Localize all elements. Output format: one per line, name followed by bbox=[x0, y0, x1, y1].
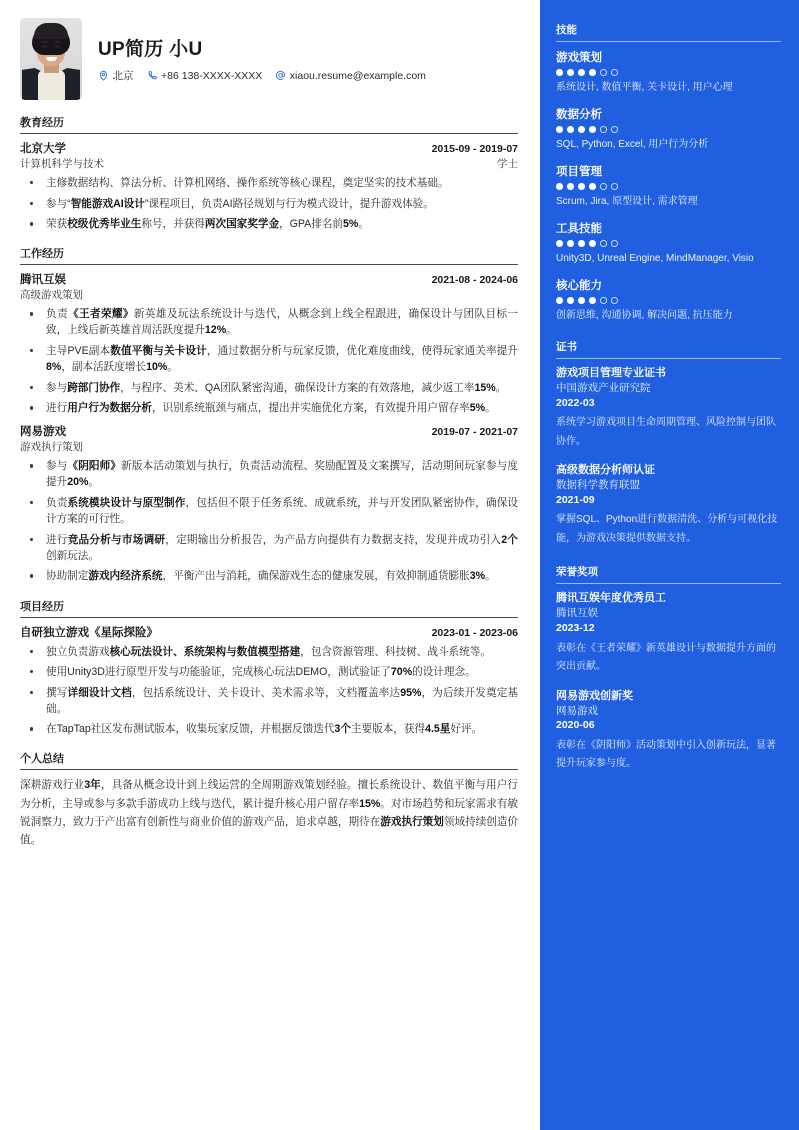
bullet-item: 撰写详细设计文档，包括系统设计、关卡设计、美术需求等，文档覆盖率达95%，为后续开发奠定基础。 bbox=[20, 685, 518, 717]
skill-item bbox=[556, 163, 781, 209]
credential-issuer: 中国游戏产业研究院 bbox=[556, 381, 651, 394]
skill-item bbox=[556, 277, 781, 323]
bullet-item: 参与“智能游戏AI设计”课程项目，负责AI路径规划与行为模式设计，提升游戏体验。 bbox=[20, 196, 518, 212]
experience-entry bbox=[20, 140, 518, 232]
skill-dot bbox=[578, 240, 585, 247]
skill-item bbox=[556, 106, 781, 152]
entry-org: 自研独立游戏《星际探险》 bbox=[20, 626, 158, 639]
skill-name: 数据分析 bbox=[556, 109, 602, 121]
skill-dot bbox=[578, 183, 585, 190]
credential-name: 腾讯互娱年度优秀员工 bbox=[556, 592, 666, 605]
skill-dot bbox=[611, 126, 618, 133]
bullet-item: 主修数据结构、算法分析、计算机网络、操作系统等核心课程，奠定坚实的技术基础。 bbox=[20, 175, 518, 191]
skill-dot bbox=[567, 297, 574, 304]
entry-date: 2015-09 - 2019-07 bbox=[431, 143, 518, 155]
award-list bbox=[556, 591, 781, 773]
skill-rating bbox=[556, 69, 781, 76]
sidebar-title-awards: 荣誉奖项 bbox=[556, 564, 781, 584]
entry-role: 高级游戏策划 bbox=[20, 289, 83, 302]
page-title: UP简历 小U bbox=[98, 39, 203, 60]
skill-dot bbox=[600, 240, 607, 247]
work-entries bbox=[20, 271, 518, 584]
education-entries bbox=[20, 140, 518, 232]
entry-role: 计算机科学与技术 bbox=[20, 158, 104, 170]
entry-bullets bbox=[20, 458, 518, 584]
credential-name: 高级数据分析师认证 bbox=[556, 464, 655, 477]
skill-dot bbox=[556, 240, 563, 247]
section-title-education: 教育经历 bbox=[20, 114, 518, 134]
skill-dot bbox=[578, 297, 585, 304]
credential-desc: 掌握SQL、Python进行数据清洗、分析与可视化技能，为游戏决策提供数据支持。 bbox=[556, 514, 778, 544]
credential-desc: 系统学习游戏项目生命周期管理、风险控制与团队协作。 bbox=[556, 417, 776, 447]
credential-name: 游戏项目管理专业证书 bbox=[556, 367, 666, 379]
skill-dot bbox=[611, 69, 618, 76]
bullet-item: 在TapTap社区发布测试版本，收集玩家反馈，并根据反馈迭代3个主要版本，获得4.5星好评。 bbox=[20, 721, 518, 737]
sidebar bbox=[540, 0, 799, 1130]
skill-name: 工具技能 bbox=[556, 223, 602, 235]
sidebar-section-skills bbox=[556, 22, 781, 323]
summary-text: 深耕游戏行业3年，具备从概念设计到上线运营的全周期游戏策划经验。擅长系统设计、数值平衡与用户行为分析，主导或参与多款手游成功上线与迭代，累计提升核心用户留存率15%。对市场趋势和玩家需求有敏锐洞察力，致力于产出富有创新性与商业价值的游戏产品，追求卓越，期待在游戏执行策划领域持续创造价值。 bbox=[20, 779, 519, 847]
email-at-icon bbox=[275, 70, 286, 81]
resume-header bbox=[20, 18, 518, 100]
section-work bbox=[20, 245, 518, 584]
avatar bbox=[20, 18, 82, 100]
entry-role: 游戏执行策划 bbox=[20, 441, 83, 454]
bullet-item: 参与《阴阳师》新版本活动策划与执行，负责活动流程、奖励配置及文案撰写，活动期间玩家参与度提升20%。 bbox=[20, 458, 518, 490]
skill-dot bbox=[600, 183, 607, 190]
section-title-project: 项目经历 bbox=[20, 598, 518, 618]
entry-org: 腾讯互娱 bbox=[20, 274, 66, 287]
skill-rating bbox=[556, 126, 781, 133]
skill-dot bbox=[567, 240, 574, 247]
experience-entry bbox=[20, 271, 518, 416]
skill-dot bbox=[611, 297, 618, 304]
skill-rating bbox=[556, 240, 781, 247]
experience-entry bbox=[20, 624, 518, 738]
entry-org: 北京大学 bbox=[20, 143, 66, 155]
project-entries bbox=[20, 624, 518, 738]
bullet-item: 负责《王者荣耀》新英雄及玩法系统设计与迭代，从概念到上线全程跟进，确保设计与团队目标一致，上线后新英雄首周活跃度提升12%。 bbox=[20, 306, 518, 338]
phone-icon bbox=[147, 70, 158, 81]
credential-item bbox=[556, 591, 781, 676]
skill-dot bbox=[589, 69, 596, 76]
skill-dot bbox=[600, 297, 607, 304]
skill-dot bbox=[589, 183, 596, 190]
skill-list bbox=[556, 49, 781, 323]
credential-date: 2020-06 bbox=[556, 719, 595, 732]
skill-rating bbox=[556, 183, 781, 190]
skill-name: 项目管理 bbox=[556, 166, 602, 178]
skill-item bbox=[556, 220, 781, 266]
section-education bbox=[20, 114, 518, 232]
skill-dot bbox=[589, 126, 596, 133]
skill-item bbox=[556, 49, 781, 95]
credential-item bbox=[556, 366, 781, 451]
credential-issuer: 数据科学教育联盟 bbox=[556, 479, 640, 492]
experience-entry bbox=[20, 423, 518, 584]
contact-phone-text: +86 138-XXXX-XXXX bbox=[161, 69, 263, 82]
skill-dot bbox=[578, 69, 585, 76]
skill-keywords: 创新思维, 沟通协调, 解决问题, 抗压能力 bbox=[556, 309, 733, 321]
skill-rating bbox=[556, 297, 781, 304]
entry-bullets bbox=[20, 306, 518, 416]
contact-location-text: 北京 bbox=[112, 70, 134, 82]
credential-item bbox=[556, 689, 781, 774]
skill-keywords: Scrum, Jira, 原型设计, 需求管理 bbox=[556, 195, 698, 207]
contact-list bbox=[98, 68, 518, 83]
credential-item bbox=[556, 463, 781, 548]
section-title-work: 工作经历 bbox=[20, 245, 518, 265]
bullet-item: 荣获校级优秀毕业生称号，并获得两次国家奖学金，GPA排名前5%。 bbox=[20, 216, 518, 232]
entry-extra: 学士 bbox=[497, 158, 518, 170]
credential-desc: 表彰在《王者荣耀》新英雄设计与数据提升方面的突出贡献。 bbox=[556, 642, 776, 673]
bullet-item: 使用Unity3D进行原型开发与功能验证，完成核心玩法DEMO，测试验证了70%的设计理念。 bbox=[20, 664, 518, 680]
skill-keywords: SQL, Python, Excel, 用户行为分析 bbox=[556, 138, 709, 150]
section-project bbox=[20, 598, 518, 738]
contact-email-text: xiaou.resume@example.com bbox=[289, 69, 426, 82]
bullet-item: 主导PVE副本数值平衡与关卡设计，通过数据分析与玩家反馈，优化难度曲线，使得玩家通关率提升8%，副本活跃度增长10%。 bbox=[20, 343, 518, 375]
skill-dot bbox=[611, 240, 618, 247]
skill-keywords: Unity3D, Unreal Engine, MindManager, Visio bbox=[556, 252, 754, 264]
credential-date: 2021-09 bbox=[556, 493, 595, 506]
skill-dot bbox=[600, 126, 607, 133]
credential-date: 2022-03 bbox=[556, 396, 595, 409]
contact-location bbox=[98, 68, 134, 83]
sidebar-section-awards bbox=[556, 564, 781, 773]
entry-org: 网易游戏 bbox=[20, 426, 66, 439]
sidebar-section-certificates bbox=[556, 339, 781, 548]
bullet-item: 协助制定游戏内经济系统，平衡产出与消耗，确保游戏生态的健康发展，有效抑制通货膨胀3%。 bbox=[20, 568, 518, 584]
location-pin-icon bbox=[98, 70, 109, 81]
credential-issuer: 腾讯互娱 bbox=[556, 607, 598, 620]
sidebar-title-skills: 技能 bbox=[556, 22, 781, 42]
entry-date: 2023-01 - 2023-06 bbox=[431, 626, 518, 639]
skill-dot bbox=[556, 126, 563, 133]
entry-bullets bbox=[20, 175, 518, 232]
bullet-item: 负责系统模块设计与原型制作，包括但不限于任务系统、成就系统，并与开发团队紧密协作，确保设计方案的可行性。 bbox=[20, 495, 518, 527]
skill-dot bbox=[567, 183, 574, 190]
credential-date: 2023-12 bbox=[556, 621, 595, 634]
section-summary bbox=[20, 750, 518, 849]
skill-name: 核心能力 bbox=[556, 280, 602, 292]
skill-dot bbox=[578, 126, 585, 133]
skill-keywords: 系统设计, 数值平衡, 关卡设计, 用户心理 bbox=[556, 81, 733, 93]
skill-dot bbox=[600, 69, 607, 76]
skill-dot bbox=[567, 69, 574, 76]
entry-date: 2019-07 - 2021-07 bbox=[431, 426, 518, 439]
contact-email bbox=[275, 70, 426, 82]
skill-dot bbox=[589, 240, 596, 247]
skill-dot bbox=[556, 297, 563, 304]
skill-dot bbox=[556, 183, 563, 190]
bullet-item: 参与跨部门协作，与程序、美术、QA团队紧密沟通，确保设计方案的有效落地，减少返工率15%。 bbox=[20, 380, 518, 396]
bullet-item: 进行用户行为数据分析，识别系统瓶颈与痛点，提出并实施优化方案，有效提升用户留存率5%。 bbox=[20, 400, 518, 416]
bullet-item: 独立负责游戏核心玩法设计、系统架构与数值模型搭建，包含资源管理、科技树、战斗系统等。 bbox=[20, 644, 518, 660]
entry-bullets bbox=[20, 644, 518, 738]
sidebar-title-certificates: 证书 bbox=[556, 339, 781, 359]
bullet-item: 进行竞品分析与市场调研，定期输出分析报告，为产品方向提供有力数据支持，发现并成功引入2个创新玩法。 bbox=[20, 532, 518, 564]
skill-dot bbox=[567, 126, 574, 133]
contact-phone bbox=[147, 70, 263, 82]
skill-dot bbox=[589, 297, 596, 304]
credential-issuer: 网易游戏 bbox=[556, 704, 598, 717]
skill-dot bbox=[611, 183, 618, 190]
skill-dot bbox=[556, 69, 563, 76]
credential-desc: 表彰在《阴阳师》活动策划中引入创新玩法，显著提升玩家参与度。 bbox=[556, 739, 776, 770]
section-title-summary: 个人总结 bbox=[20, 750, 518, 770]
certificate-list bbox=[556, 366, 781, 548]
credential-name: 网易游戏创新奖 bbox=[556, 689, 633, 702]
skill-name: 游戏策划 bbox=[556, 52, 602, 64]
entry-date: 2021-08 - 2024-06 bbox=[431, 274, 518, 287]
